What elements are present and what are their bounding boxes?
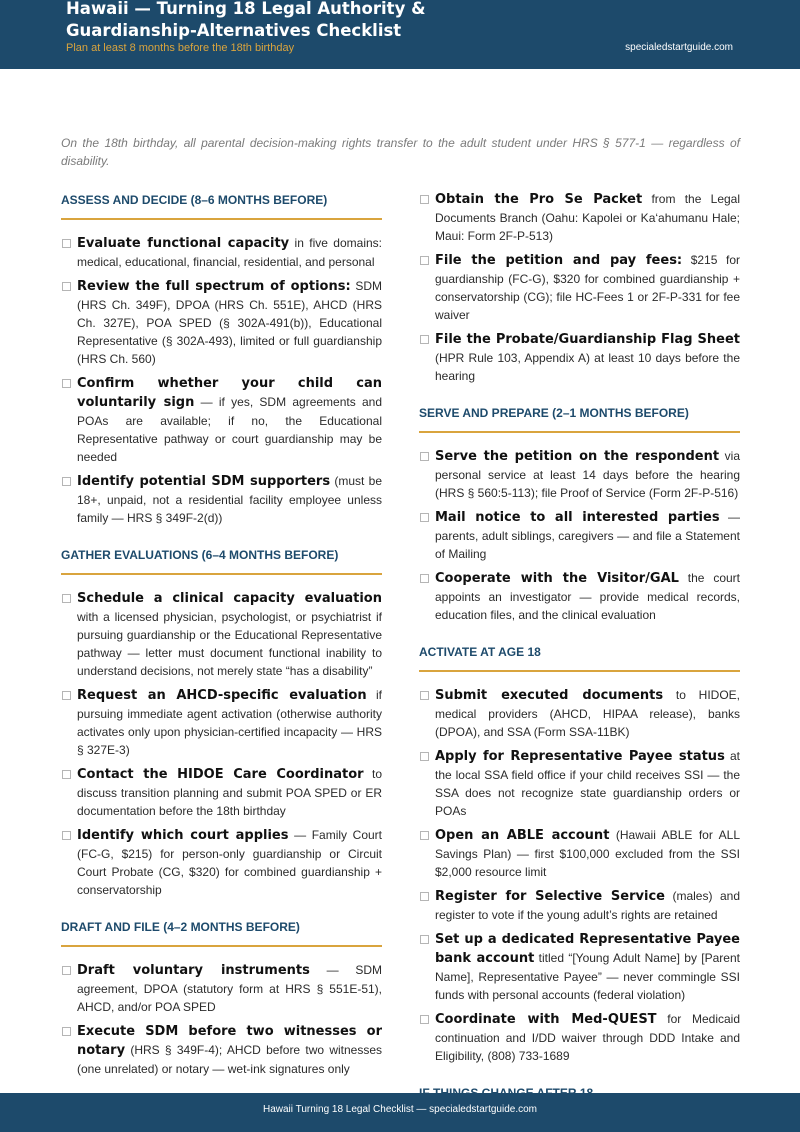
checklist-item-heading: Contact the HIDOE Care Coordinator xyxy=(77,767,364,782)
checklist-item-detail: with a licensed physician, psychologist, or psychiatrist if pursuing guardianship or the Educational Representative pathway — letter must document functional inability to understand decisions, not merely state “has a disability” xyxy=(77,610,382,678)
checklist-item-heading: Review the full spectrum of options: xyxy=(77,279,351,294)
checklist-item-detail: — if yes, SDM agreements and POAs are available; if no, the Educational Representative pathway or court guardianship may be needed xyxy=(77,395,383,464)
checklist-item-detail: from the Legal Documents Branch (Oahu: Kapolei or Ka‘ahumanu Hale; Maui: Form 2F-P-513) xyxy=(435,192,741,243)
checklist-item-detail: (Hawaii ABLE for ALL Savings Plan) — first $100,000 excluded from the SSI $2,000 resource limit xyxy=(435,828,740,879)
checklist-item-heading: Identify which court applies xyxy=(77,828,289,843)
checklist-item-text xyxy=(77,826,382,899)
checklist-item-heading: Coordinate with Med-QUEST xyxy=(435,1012,657,1027)
checklist-item-detail: — Family Court (FC-G, $215) for person-only guardianship or Circuit Court Probate (CG, $320) for combined guardianship + conservatorship xyxy=(77,828,382,897)
checklist-item xyxy=(419,569,740,624)
checklist-item-text xyxy=(435,686,740,741)
checklist-section xyxy=(61,917,382,1078)
checklist-item xyxy=(61,277,382,368)
checkbox[interactable] xyxy=(62,831,71,840)
checklist-item-heading: Obtain the Pro Se Packet xyxy=(435,192,643,207)
checklist-item-text xyxy=(435,190,740,245)
checklist-item-detail: — parents, adult siblings, caregivers — and file a Statement of Mailing xyxy=(435,510,740,561)
checklist-item xyxy=(419,686,740,741)
checkbox[interactable] xyxy=(420,513,429,522)
checkbox[interactable] xyxy=(62,966,71,975)
checklist-item-text xyxy=(77,472,382,527)
section-divider xyxy=(61,218,382,220)
checklist-item-detail: SDM (HRS Ch. 349F), DPOA (HRS Ch. 551E), AHCD (HRS Ch. 327E), POA SPED (§ 302A-491(b)), Educational Representative (§ 302A-493), limited or full guardianship (HRS Ch. 560) xyxy=(77,279,382,366)
checklist-item-detail: (HRS § 349F-4); AHCD before two witnesses (one unrelated) or notary — wet-ink signatures only xyxy=(77,1043,382,1076)
checklist-item-text xyxy=(435,930,740,1004)
checklist-item-text xyxy=(77,589,382,680)
checklist-item-heading: File the petition and pay fees: xyxy=(435,253,683,268)
checklist-item-text xyxy=(435,569,740,624)
checkbox[interactable] xyxy=(62,477,71,486)
checklist-item-text xyxy=(435,330,740,385)
checklist-item xyxy=(61,374,382,466)
checklist-item xyxy=(419,508,740,563)
checklist-item xyxy=(419,251,740,324)
checklist-item-detail: the court appoints an investigator — provide medical records, education files, and the clinical evaluation xyxy=(435,571,740,622)
checklist-item-heading: Schedule a clinical capacity evaluation xyxy=(77,591,382,606)
checklist-item-detail: at the local SSA field office if your child receives SSI — the SSA does not recognize state guardianship orders or POAs xyxy=(435,749,741,818)
checkbox[interactable] xyxy=(62,691,71,700)
intro-text: On the 18th birthday, all parental decision-making rights transfer to the adult student under HRS § 577-1 — regardless of disability. xyxy=(61,136,740,168)
checklist-item-text xyxy=(77,277,382,368)
checkbox[interactable] xyxy=(62,239,71,248)
checklist-item xyxy=(61,961,382,1016)
checklist-item-heading: Draft voluntary instruments xyxy=(77,963,310,978)
checklist-item-detail: (HPR Rule 103, Appendix A) at least 10 days before the hearing xyxy=(435,351,740,383)
checklist-item-text xyxy=(77,374,382,466)
left-column xyxy=(61,190,382,1096)
page-footer xyxy=(0,1093,800,1132)
checklist-item xyxy=(419,330,740,385)
section-title: ACTIVATE AT AGE 18 xyxy=(419,645,541,659)
checklist-item-heading: Cooperate with the Visitor/GAL xyxy=(435,571,679,586)
checklist-item xyxy=(61,472,382,527)
checkbox[interactable] xyxy=(62,282,71,291)
checkbox[interactable] xyxy=(420,256,429,265)
checklist-item xyxy=(61,234,382,271)
page-title: Hawaii — Turning 18 Legal Authority & Guardianship-Alternatives Checklist xyxy=(66,0,426,40)
checkbox[interactable] xyxy=(420,831,429,840)
checklist-item-heading: Execute SDM before two witnesses or notary xyxy=(77,1024,382,1058)
section-divider xyxy=(419,670,740,672)
checklist-item-detail: via personal service at least 14 days before the hearing (HRS § 560:5-113); file Proof of Service (Form 2F-P-516) xyxy=(435,449,740,500)
checklist-item-text xyxy=(77,686,382,759)
section-divider xyxy=(61,573,382,575)
checklist-item-text xyxy=(77,234,382,271)
checklist-item-heading: Register for Selective Service xyxy=(435,889,665,904)
checklist-item xyxy=(61,686,382,759)
checklist-item-detail: — SDM agreement, DPOA (statutory form at HRS § 551E-51), AHCD, and/or POA SPED xyxy=(77,963,382,1014)
checkbox[interactable] xyxy=(62,1027,71,1036)
checklist-item xyxy=(419,930,740,1004)
header-site-link[interactable]: specialedstartguide.com xyxy=(625,42,733,53)
checklist-item-detail: to HIDOE, medical providers (AHCD, HIPAA release), banks (DPOA), and SSA (Form SSA-11BK) xyxy=(435,688,741,739)
checklist-item xyxy=(419,447,740,502)
checklist-item-text xyxy=(435,747,740,820)
checklist-section xyxy=(61,190,382,527)
checkbox[interactable] xyxy=(420,1015,429,1024)
checklist-item xyxy=(61,765,382,820)
checkbox[interactable] xyxy=(420,935,429,944)
checklist-item-text xyxy=(435,251,740,324)
checklist-item-heading: Set up a dedicated Representative Payee bank account xyxy=(435,932,740,966)
checkbox[interactable] xyxy=(62,594,71,603)
checklist-item-detail: in five domains: medical, educational, financial, residential, and personal xyxy=(77,236,382,269)
checklist-section xyxy=(61,545,382,899)
checklist-item-text xyxy=(435,887,740,924)
right-column xyxy=(419,190,740,1121)
checkbox[interactable] xyxy=(420,752,429,761)
checklist-item-heading: Open an ABLE account xyxy=(435,828,610,843)
page-header xyxy=(0,0,800,69)
section-title: SERVE AND PREPARE (2–1 MONTHS BEFORE) xyxy=(419,406,689,420)
checklist-item-heading: Evaluate functional capacity xyxy=(77,236,290,251)
checklist-section xyxy=(419,403,740,624)
checklist-item-heading: Request an AHCD-specific evaluation xyxy=(77,688,367,703)
checkbox[interactable] xyxy=(420,195,429,204)
checklist-item-heading: Identify potential SDM supporters xyxy=(77,474,331,489)
checklist-item xyxy=(419,747,740,820)
checklist-item-text xyxy=(77,961,382,1016)
checklist-item-detail: to discuss transition planning and submit POA SPED or ER documentation before the 18th birthday xyxy=(77,767,383,818)
checklist-item-detail: if pursuing immediate agent activation (otherwise authority activates only upon physician-certified incapacity — HRS § 327E-3) xyxy=(77,688,382,757)
checklist-item-text xyxy=(435,1010,740,1065)
section-title: DRAFT AND FILE (4–2 MONTHS BEFORE) xyxy=(61,920,300,934)
checkbox[interactable] xyxy=(420,691,429,700)
checklist-item xyxy=(419,887,740,924)
checklist-item-heading: Submit executed documents xyxy=(435,688,664,703)
section-title: GATHER EVALUATIONS (6–4 MONTHS BEFORE) xyxy=(61,548,339,562)
checklist-item xyxy=(61,826,382,899)
page-subtitle: Plan at least 8 months before the 18th birthday xyxy=(66,42,295,54)
checklist-item-text xyxy=(435,826,740,881)
checklist-item-heading: File the Probate/Guardianship Flag Sheet xyxy=(435,332,740,347)
checklist-item-detail: for Medicaid continuation and I/DD waiver through DDD Intake and Eligibility, (808) 733-1689 xyxy=(435,1012,740,1063)
checklist-item-detail: $215 for guardianship (FC-G), $320 for combined guardianship + conservatorship (CG); file HC-Fees 1 or 2F-P-331 for fee waiver xyxy=(435,253,740,322)
checklist-item xyxy=(61,1022,382,1078)
checkbox[interactable] xyxy=(420,452,429,461)
checkbox[interactable] xyxy=(420,574,429,583)
checklist-item xyxy=(419,190,740,245)
checklist-item-text xyxy=(77,765,382,820)
checklist-item-text xyxy=(435,508,740,563)
checkbox[interactable] xyxy=(420,892,429,901)
checklist-item-detail: (males) and register to vote if the young adult’s rights are retained xyxy=(435,889,740,922)
checklist-item xyxy=(419,1010,740,1065)
checklist-item-heading: Serve the petition on the respondent xyxy=(435,449,720,464)
section-divider xyxy=(61,945,382,947)
checklist-item-heading: Apply for Representative Payee status xyxy=(435,749,725,764)
section-divider xyxy=(419,431,740,433)
section-title: ASSESS AND DECIDE (8–6 MONTHS BEFORE) xyxy=(61,193,328,207)
checklist-item xyxy=(419,826,740,881)
checklist-item-detail: titled “[Young Adult Name] by [Parent Name], Representative Payee” — never commingle SSI funds with personal accounts (federal violation) xyxy=(435,951,740,1002)
checkbox[interactable] xyxy=(420,335,429,344)
checklist-item-text xyxy=(77,1022,382,1078)
checklist-section xyxy=(419,190,740,385)
checklist-item-text xyxy=(435,447,740,502)
checkbox[interactable] xyxy=(62,770,71,779)
checklist-item-detail: (must be 18+, unpaid, not a residential facility employee unless family — HRS § 349F-2(d)) xyxy=(77,474,383,525)
checklist-item xyxy=(61,589,382,680)
footer-text: Hawaii Turning 18 Legal Checklist — specialedstartguide.com xyxy=(262,1104,538,1115)
checklist-item-heading: Confirm whether your child can voluntarily sign xyxy=(77,376,382,410)
checklist-section xyxy=(419,642,740,1065)
checkbox[interactable] xyxy=(62,379,71,388)
checklist-item-heading: Mail notice to all interested parties xyxy=(435,510,720,525)
